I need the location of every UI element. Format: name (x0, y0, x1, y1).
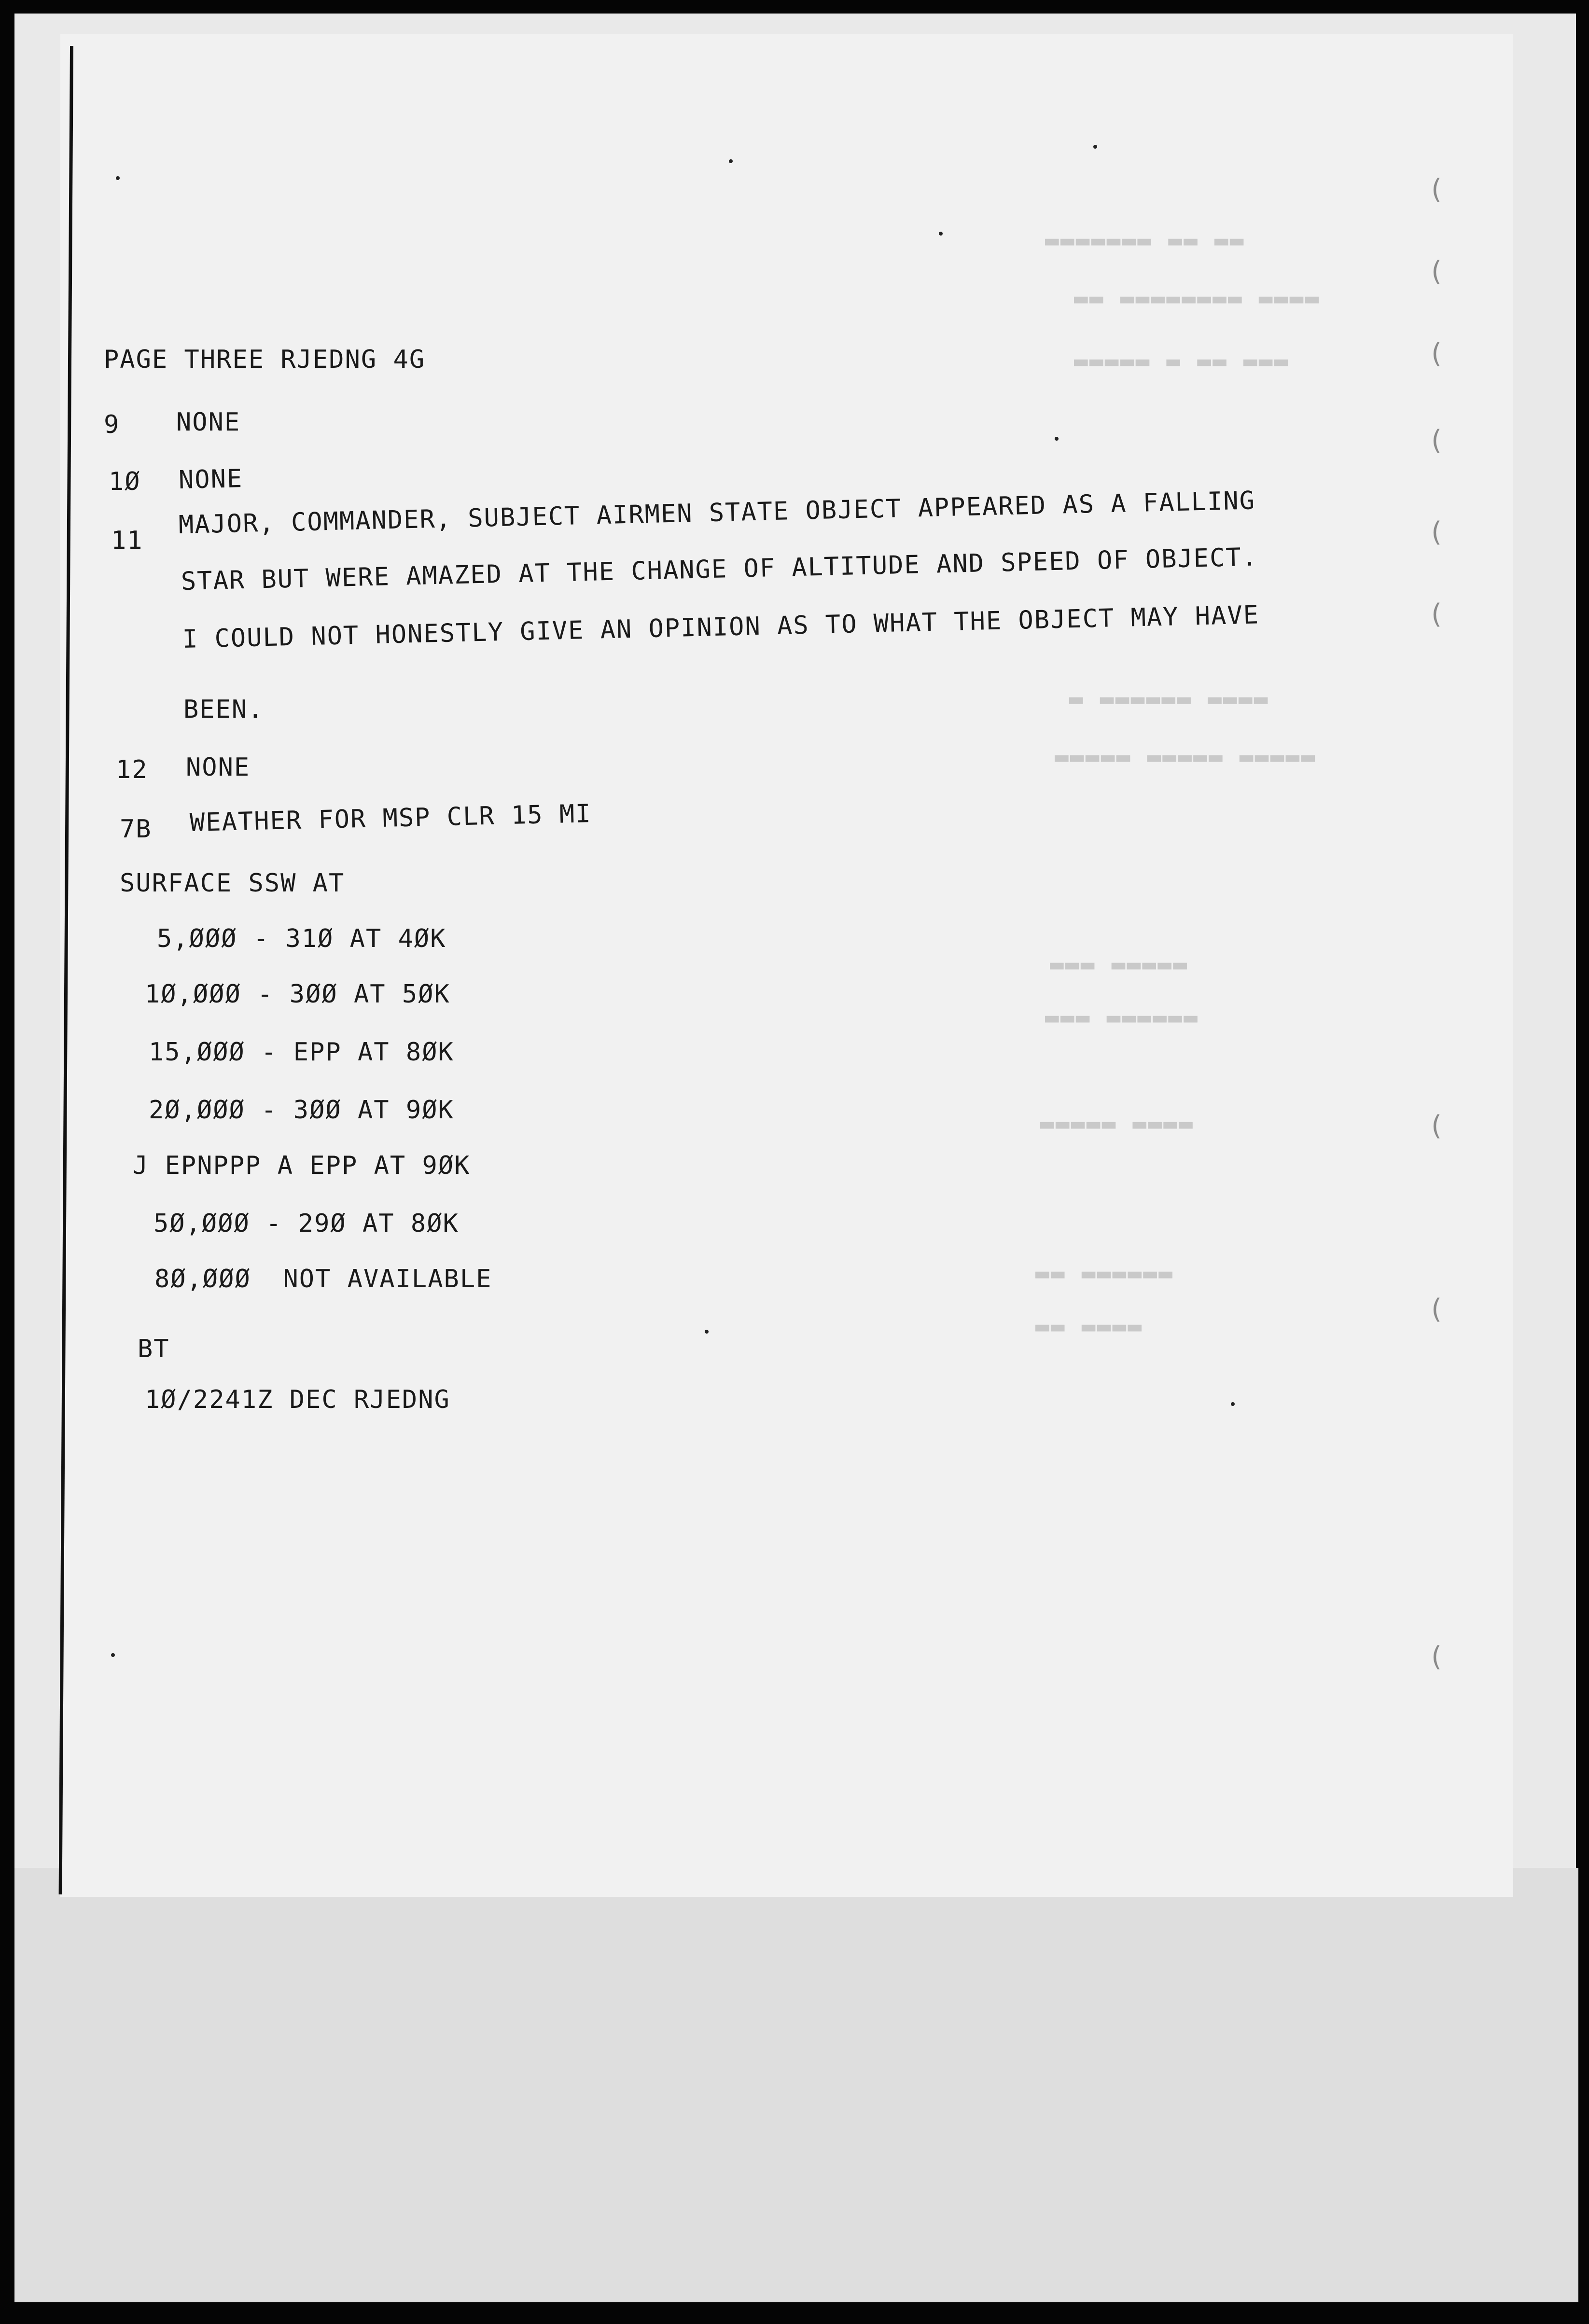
noise-speck (116, 176, 120, 180)
hole-mark: ( (1428, 1294, 1444, 1325)
show-through-ghost-8: ▬▬▬▬▬ ▬▬▬▬ (1040, 1110, 1194, 1137)
item-number: 9 (104, 410, 120, 439)
noise-speck (729, 159, 733, 163)
winds-aloft-row: 1Ø,ØØØ - 3ØØ AT 5ØK (145, 980, 450, 1009)
hole-mark: ( (1428, 425, 1444, 456)
noise-speck (939, 232, 943, 236)
item-number: 7B (120, 815, 152, 844)
winds-aloft-row: 5,ØØØ - 31Ø AT 4ØK (157, 924, 446, 953)
show-through-ghost-4: ▬ ▬▬▬▬▬▬ ▬▬▬▬ (1069, 685, 1269, 712)
surface-winds-heading: SURFACE SSW AT (120, 869, 345, 898)
hole-mark: ( (1428, 174, 1444, 205)
hole-mark: ( (1428, 1641, 1444, 1672)
document-page (60, 34, 1513, 1897)
noise-speck (111, 1653, 115, 1657)
noise-speck (1231, 1402, 1235, 1406)
item-text: NONE (178, 464, 243, 495)
item-11-continuation: BEEN. (183, 695, 264, 724)
item-11-continuation: STAR BUT WERE AMAZED AT THE CHANGE OF ALTITUDE AND SPEED OF OBJECT. (181, 543, 1258, 596)
lower-sheet (14, 1868, 1578, 2302)
hole-mark: ( (1428, 338, 1444, 369)
show-through-ghost-9: ▬▬ ▬▬▬▬▬▬ (1035, 1260, 1174, 1287)
item-number: 11 (111, 526, 143, 555)
item-text: MAJOR, COMMANDER, SUBJECT AIRMEN STATE OBJECT APPEARED AS A FALLING (178, 486, 1256, 540)
item-text: NONE (176, 408, 241, 437)
item-number: 12 (116, 755, 148, 784)
noise-speck (1055, 437, 1059, 441)
item-text: WEATHER FOR MSP CLR 15 MI (189, 799, 592, 837)
winds-aloft-row: 15,ØØØ - EPP AT 8ØK (149, 1038, 454, 1067)
noise-speck (1093, 145, 1097, 149)
show-through-ghost-1: ▬▬▬▬▬▬▬ ▬▬ ▬▬ (1045, 227, 1245, 254)
item-11-continuation: I COULD NOT HONESTLY GIVE AN OPINION AS TO WHAT THE OBJECT MAY HAVE (182, 600, 1260, 654)
item-text: NONE (186, 753, 251, 782)
show-through-ghost-5: ▬▬▬▬▬ ▬▬▬▬▬ ▬▬▬▬▬ (1055, 743, 1317, 770)
hole-mark: ( (1428, 516, 1444, 548)
hole-mark: ( (1428, 256, 1444, 287)
winds-aloft-row: J EPNPPP A EPP AT 9ØK (133, 1151, 471, 1180)
show-through-ghost-3: ▬▬▬▬▬ ▬ ▬▬ ▬▬▬ (1074, 348, 1290, 375)
winds-aloft-row: 2Ø,ØØØ - 3ØØ AT 9ØK (149, 1096, 454, 1125)
show-through-ghost-6: ▬▬▬ ▬▬▬▬▬ (1050, 951, 1189, 978)
hole-mark: ( (1428, 598, 1444, 630)
item-number: 1Ø (109, 467, 141, 496)
show-through-ghost-10: ▬▬ ▬▬▬▬ (1035, 1313, 1143, 1340)
winds-aloft-row: 8Ø,ØØØ NOT AVAILABLE (154, 1265, 492, 1294)
hole-mark: ( (1428, 1110, 1444, 1141)
show-through-ghost-2: ▬▬ ▬▬▬▬▬▬▬▬ ▬▬▬▬ (1074, 285, 1321, 312)
date-time-group: 1Ø/2241Z DEC RJEDNG (145, 1385, 450, 1414)
winds-aloft-row: 5Ø,ØØØ - 29Ø AT 8ØK (153, 1209, 459, 1238)
break-marker: BT (138, 1335, 170, 1364)
page-header: PAGE THREE RJEDNG 4G (104, 345, 426, 374)
show-through-ghost-7: ▬▬▬ ▬▬▬▬▬▬ (1045, 1004, 1199, 1031)
noise-speck (705, 1330, 709, 1334)
